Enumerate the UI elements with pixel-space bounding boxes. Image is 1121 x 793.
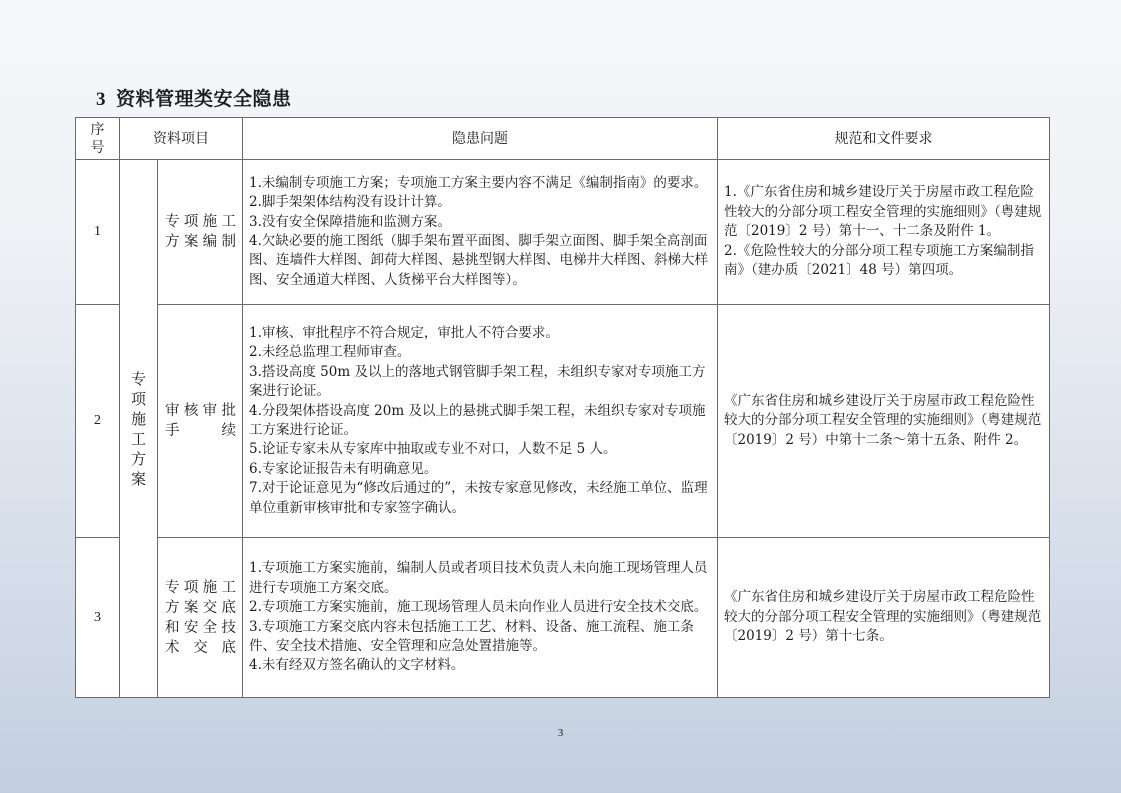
- issue-text: 3.专项施工方案交底内容未包括施工工艺、材料、设备、施工流程、施工条件、安全技术措施、安全管理和应急处置措施等。: [249, 618, 694, 654]
- issue-text: 3.搭设高度 50m 及以上的落地式钢管脚手架工程，未组织专家对专项施工方案进行论证。: [249, 363, 706, 400]
- issue-text: 1.审核、审批程序不符合规定，审批人不符合要求。: [249, 324, 559, 341]
- header-item: 资料项目: [120, 118, 243, 160]
- table-row: [76, 160, 1050, 305]
- header-reqs: 规范和文件要求: [718, 118, 1050, 160]
- issue-text: 4.分段架体搭设高度 20m 及以上的悬挑式脚手架工程，未组织专家对专项施工方案进行论证。: [249, 402, 706, 438]
- issue-text: 2.未经总监理工程师审查。: [249, 344, 411, 361]
- issue-text: 4.未有经双方签名确认的文字材料。: [249, 657, 465, 674]
- table-row: [76, 305, 1050, 538]
- issue-text: 1.未编制专项施工方案；专项施工方案主要内容不满足《编制指南》的要求。: [249, 174, 708, 191]
- category-label: 专项施工方案: [130, 369, 146, 488]
- section-title: [96, 84, 292, 111]
- row-item: 审核审批手续: [158, 305, 243, 538]
- row-issues: [243, 160, 718, 305]
- hazard-table: [75, 117, 1050, 698]
- row-issues: [243, 538, 718, 698]
- issue-text: 4.欠缺必要的施工图纸（脚手架布置平面图、脚手架立面图、脚手架全高剖面图、连墙件大样图、卸荷大样图、悬挑型钢大样图、电梯井大样图、斜梯大样图、安全通道大样图、人货梯平台大样图等）。: [249, 233, 708, 288]
- table-row: [76, 538, 1050, 698]
- req-text: 《广东省住房和城乡建设厅关于房屋市政工程危险性较大的分部分项工程安全管理的实施细则》（粤建规范〔2019〕2 号）中第十二条～第十五条、附件 2。: [724, 392, 1042, 448]
- row-reqs: [718, 160, 1050, 305]
- row-item: 专项施工方案编制: [158, 160, 243, 305]
- section-number: 3: [96, 89, 106, 110]
- issue-text: 5.论证专家未从专家库中抽取或专业不对口，人数不足 5 人。: [249, 441, 617, 458]
- page-number: 3: [557, 727, 564, 739]
- row-seq: 1: [76, 160, 120, 305]
- req-text: 2.《危险性较大的分部分项工程专项施工方案编制指南》（建办质〔2021〕48 号）第四项。: [724, 242, 1034, 279]
- req-text: 1.《广东省住房和城乡建设厅关于房屋市政工程危险性较大的分部分项工程安全管理的实施细则》（粤建规范〔2019〕2 号）第十一、十二条及附件 1。: [724, 184, 1042, 240]
- category-cell: [120, 160, 158, 698]
- header-issues: 隐患问题: [243, 118, 718, 160]
- row-reqs: [718, 538, 1050, 698]
- row-item: 专项施工方案交底和安全技术交底: [158, 538, 243, 698]
- issue-text: 6.专家论证报告未有明确意见。: [249, 460, 438, 477]
- issue-text: 2.专项施工方案实施前，施工现场管理人员未向作业人员进行安全技术交底。: [249, 599, 708, 616]
- row-seq: 3: [76, 538, 120, 698]
- row-reqs: [718, 305, 1050, 538]
- issue-text: 2.脚手架架体结构没有设计计算。: [249, 194, 451, 211]
- issue-text: 7.对于论证意见为“修改后通过的”，未按专家意见修改，未经施工单位、监理单位重新审核审批和专家签字确认。: [249, 480, 708, 516]
- row-issues: [243, 305, 718, 538]
- header-row: [76, 118, 1050, 160]
- issue-text: 1.专项施工方案实施前，编制人员或者项目技术负责人未向施工现场管理人员进行专项施工方案交底。: [249, 560, 708, 596]
- section-heading: 资料管理类安全隐患: [116, 88, 292, 110]
- req-text: 《广东省住房和城乡建设厅关于房屋市政工程危险性较大的分部分项工程安全管理的实施细则》（粤建规范〔2019〕2 号）第十七条。: [724, 589, 1042, 645]
- header-seq: 序号: [76, 118, 120, 160]
- issue-text: 3.没有安全保障措施和监测方案。: [249, 213, 451, 230]
- row-seq: 2: [76, 305, 120, 538]
